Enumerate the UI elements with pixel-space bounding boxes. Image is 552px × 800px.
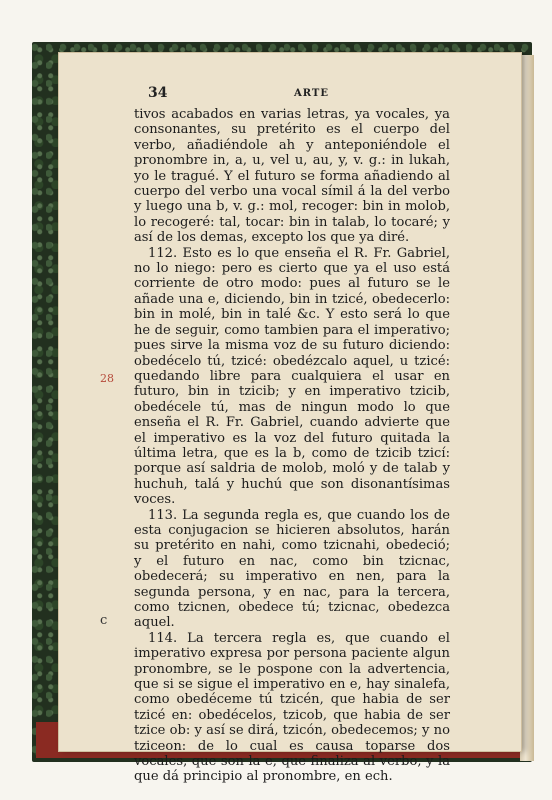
paragraph-114: 114. La tercera regla es, que cuando el imperativo expresa por persona paciente algun pronombre, se le pospone con la advertencia, que si se sigue el imperativo en e, hay sinalefa, como obedéceme tú tzicén, que habia de ser tzicé en: obedécelos, tzicob, que habia de ser tzice ob: y así se dirá, tzicón, obedecemos; y no tziceon: de lo cual es causa toparse dos vocales, que son la e, que finaliza al verbo, y la que dá principio al pronombre, en ech. xyxy=(134,630,450,785)
paragraph-113: 113. La segunda regla es, que cuando los de esta conjugacion se hicieren absolutos, harán su pretérito en nahi, como tzicnahi, obedeció; y el futuro en nac, como bin tzicnac, obedecerá; su imperativo en nen, para la segunda persona, y en nac, para la tercera, como tzicnen, obedece tú; tzicnac, obedezca aquel. xyxy=(134,507,450,631)
page-number: 34 xyxy=(148,85,168,101)
page-header xyxy=(90,85,450,103)
paragraph-112: 112. Esto es lo que enseña el R. Fr. Gabriel, no lo niego: pero es cierto que ya el uso está corriente de otro modo: pues al futuro se le añade una e, diciendo, bin in tzicé, obedecerlo: bin in molé, bin in talé &c. Y esto será lo que he de seguir, como tambien para el imperativo; pues sirve la misma voz de su futuro diciendo: obedécelo tú, tzicé: obedézcalo aquel, u tzicé: quedando libre para cualquiera el usar en futuro, bin in tzicib; y en imperativo tzicib, obedécele tú, mas de ningun modo lo que enseña el R. Fr. Gabriel, cuando advierte que el imperativo es la voz del futuro quitada la última letra, que es la b, como de tzicib tzicí: porque así saldria de molob, moló y de talab y huchuh, talá y huchú que son disonantísimas voces. xyxy=(134,245,450,508)
page-edge xyxy=(520,55,534,761)
margin-note-number: 28 xyxy=(100,372,114,385)
body-text xyxy=(134,107,450,785)
margin-note-letter: c xyxy=(100,613,108,628)
running-head: ARTE xyxy=(294,88,329,99)
paragraph-continued: tivos acabados en varias letras, ya vocales, ya consonantes, su pretérito es el cuerpo del verbo, añadiéndole ah y anteponiéndole el pronombre in, a, u, vel u, au, y, v. g.: in lukah, yo le tragué. Y el futuro se forma añadiendo al cuerpo del verbo una vocal símil á la del verbo y luego una b, v. g.: mol, recoger: bin in molob, lo recogeré: tal, tocar: bin in talab, lo tocaré; y así de los demas, excepto los que ya diré. xyxy=(134,107,450,246)
